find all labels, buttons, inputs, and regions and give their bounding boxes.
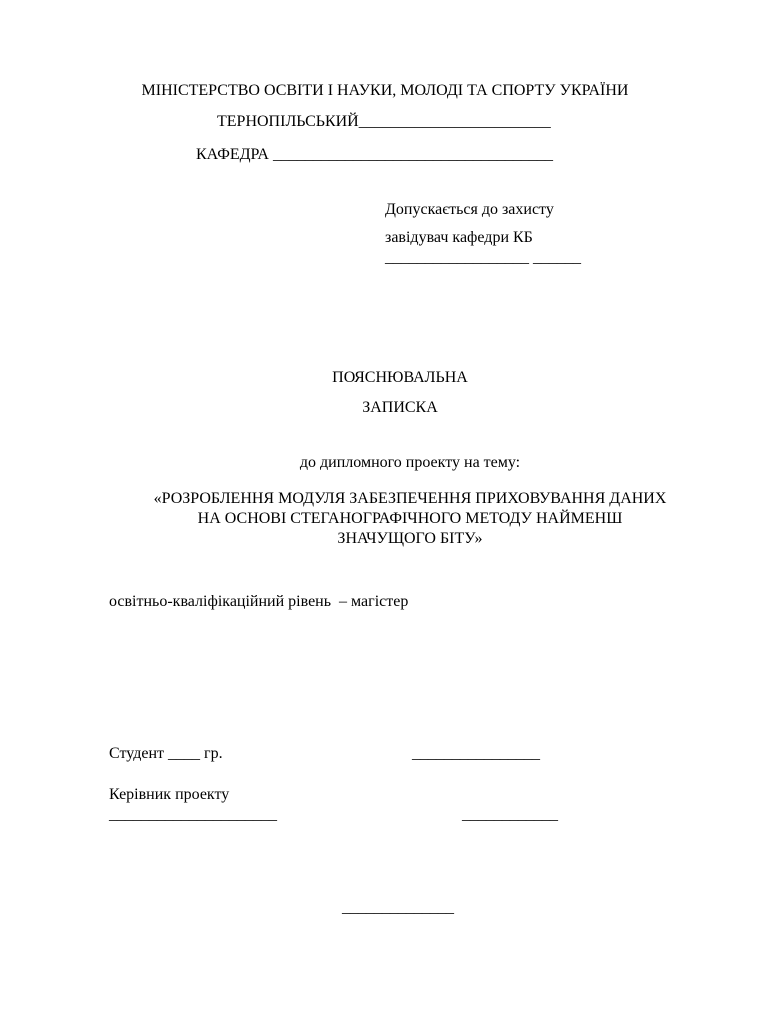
document-title-line2: ЗАПИСКА [362,399,438,416]
document-title-line1: ПОЯСНЮВАЛЬНА [332,369,468,386]
supervisor-label: Керівник проекту [109,786,230,803]
ministry-heading: МІНІСТЕРСТВО ОСВІТИ І НАУКИ, МОЛОДІ ТА СПОРТУ УКРАЇНИ [141,82,629,99]
qualification-level: освітньо-кваліфікаційний рівень – магістер [109,593,409,610]
document-subtitle: до дипломного проекту на тему: [299,454,521,471]
supervisor-name-line: _____________________ [109,806,277,823]
student-signature-line: ________________ [412,745,540,762]
approval-head-of-department: завідувач кафедри КБ [385,229,533,246]
department-line: КАФЕДРА ___________________________________ [196,146,553,163]
supervisor-signature-line: ____________ [462,806,558,823]
student-label: Студент ____ гр. [109,745,223,762]
approval-signature-line: __________________ ______ [385,249,581,266]
approval-text: Допускається до захисту [385,201,554,218]
topic-line3: ЗНАЧУЩОГО БІТУ» [337,530,483,547]
topic-line2: НА ОСНОВІ СТЕГАНОГРАФІЧНОГО МЕТОДУ НАЙМЕНШ [197,510,623,527]
footer-line: ______________ [342,899,454,916]
university-line: ТЕРНОПІЛЬСЬКИЙ________________________ [217,113,551,130]
topic-line1: «РОЗРОБЛЕННЯ МОДУЛЯ ЗАБЕЗПЕЧЕННЯ ПРИХОВУВАННЯ ДАНИХ [153,490,667,507]
